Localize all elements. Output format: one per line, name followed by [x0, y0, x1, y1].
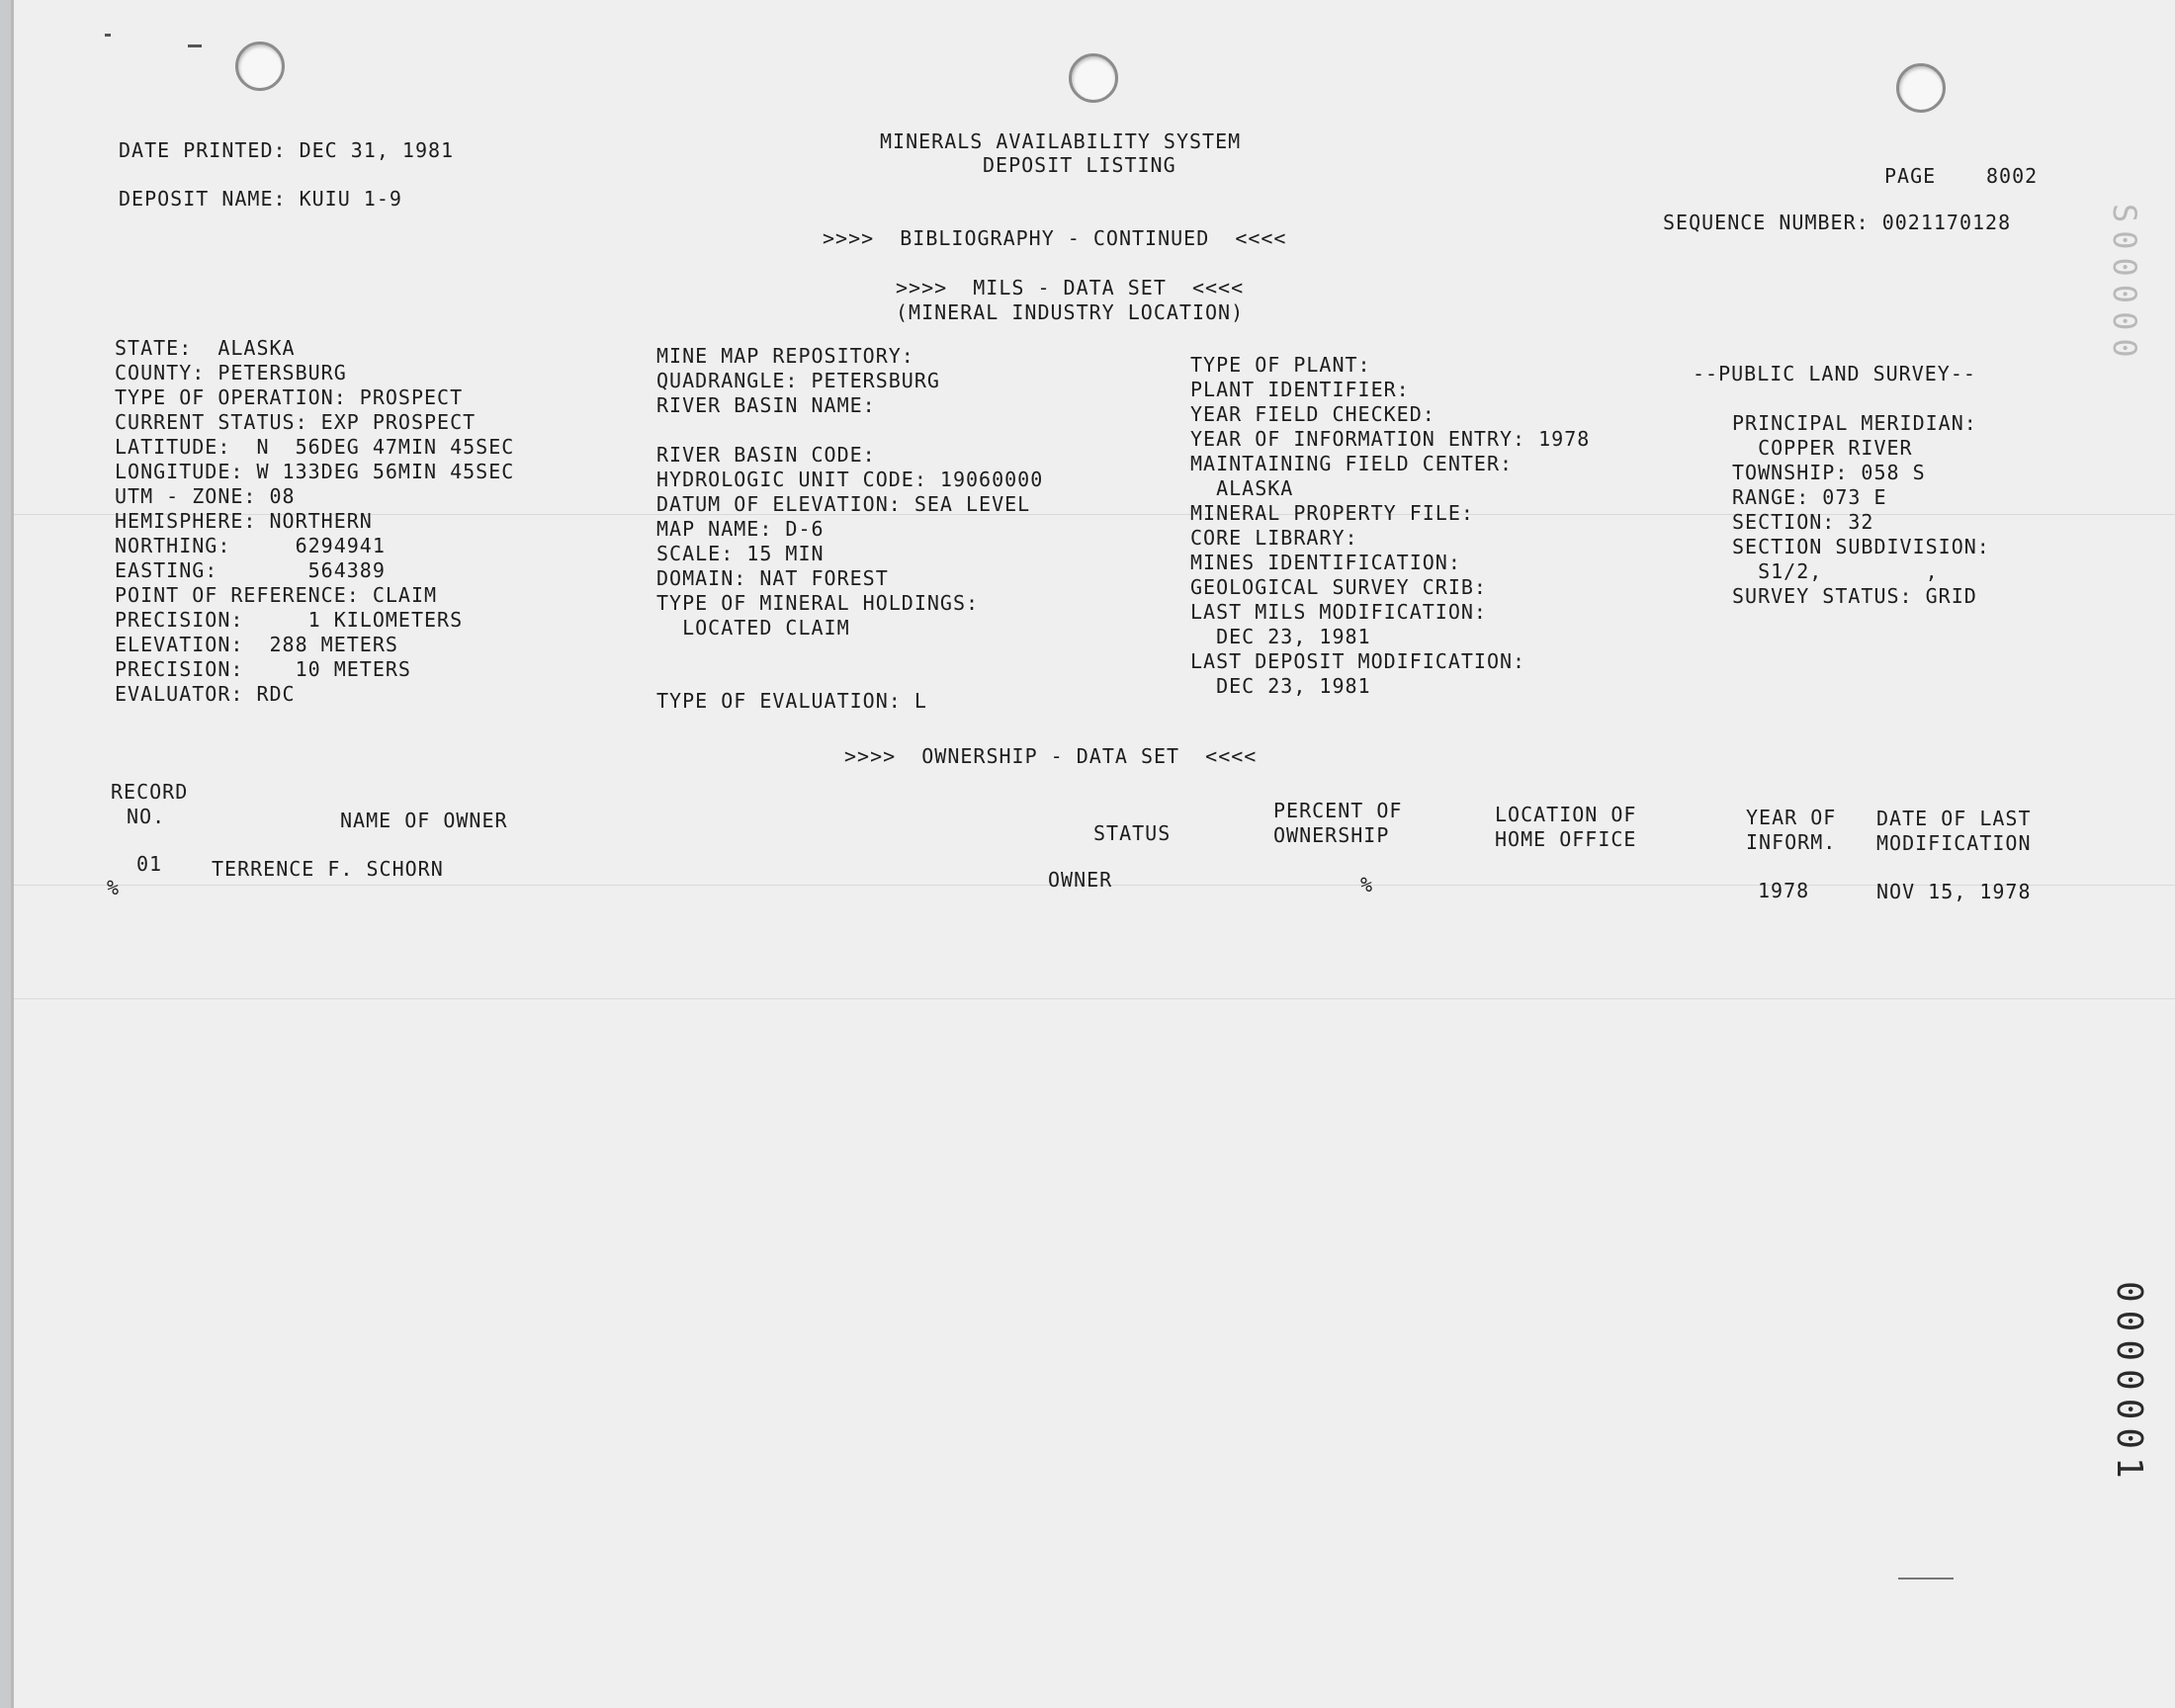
field-line: CORE LIBRARY:	[1190, 526, 1358, 550]
field-line: GEOLOGICAL SURVEY CRIB:	[1190, 575, 1487, 599]
header-percent-1: PERCENT OF	[1273, 799, 1403, 822]
row-percent: %	[1360, 873, 1374, 897]
row-percent-prefix: %	[107, 876, 121, 899]
mils-heading: >>>> MILS - DATA SET <<<<	[896, 276, 1245, 299]
field-line: PRINCIPAL MERIDIAN:	[1732, 411, 1977, 435]
field-line: LOCATED CLAIM	[656, 616, 850, 640]
stray-mark	[1898, 1578, 1954, 1580]
sequence-number: SEQUENCE NUMBER: 0021170128	[1663, 211, 2012, 234]
field-line: STATE: ALASKA	[115, 336, 296, 360]
punch-hole-right	[1896, 63, 1946, 113]
field-line: TYPE OF MINERAL HOLDINGS:	[656, 591, 980, 615]
ownership-heading: >>>> OWNERSHIP - DATA SET <<<<	[844, 744, 1258, 768]
row-year: 1978	[1758, 879, 1810, 902]
field-line: S1/2, ,	[1732, 559, 1939, 583]
header-no: NO.	[127, 805, 166, 828]
field-line: YEAR OF INFORMATION ENTRY: 1978	[1190, 427, 1591, 451]
field-line: ALASKA	[1190, 476, 1294, 500]
side-stamp-bottom: 0000001	[2109, 1281, 2149, 1487]
bibliography-heading: >>>> BIBLIOGRAPHY - CONTINUED <<<<	[823, 226, 1287, 250]
punch-hole-left	[235, 42, 285, 91]
type-of-evaluation: TYPE OF EVALUATION: L	[656, 689, 927, 713]
field-line: PRECISION: 10 METERS	[115, 657, 411, 681]
field-line: YEAR FIELD CHECKED:	[1190, 402, 1436, 426]
field-line: MINERAL PROPERTY FILE:	[1190, 501, 1474, 525]
row-status: OWNER	[1048, 868, 1113, 892]
header-year-2: INFORM.	[1746, 830, 1837, 854]
header-location-1: LOCATION OF	[1495, 803, 1637, 826]
page-label: PAGE	[1884, 164, 1937, 188]
field-line: LONGITUDE: W 133DEG 56MIN 45SEC	[115, 460, 515, 483]
field-line: DEC 23, 1981	[1190, 625, 1371, 648]
document-page	[14, 0, 2175, 1708]
field-line: TYPE OF PLANT:	[1190, 353, 1371, 377]
header-location-2: HOME OFFICE	[1495, 827, 1637, 851]
field-line: SECTION: 32	[1732, 510, 1874, 534]
field-line: RIVER BASIN CODE:	[656, 443, 876, 467]
field-line: DEC 23, 1981	[1190, 674, 1371, 698]
field-line: POINT OF REFERENCE: CLAIM	[115, 583, 438, 607]
field-line: LAST DEPOSIT MODIFICATION:	[1190, 649, 1526, 673]
deposit-name: DEPOSIT NAME: KUIU 1-9	[119, 187, 402, 211]
field-line: PLANT IDENTIFIER:	[1190, 378, 1410, 401]
field-line: QUADRANGLE: PETERSBURG	[656, 369, 940, 392]
field-line: EASTING: 564389	[115, 558, 386, 582]
field-line: ELEVATION: 288 METERS	[115, 633, 398, 656]
faint-rule	[14, 998, 2175, 999]
header-date-2: MODIFICATION	[1876, 831, 2032, 855]
field-line: COUNTY: PETERSBURG	[115, 361, 347, 384]
field-line: NORTHING: 6294941	[115, 534, 386, 557]
field-line: MINES IDENTIFICATION:	[1190, 551, 1461, 574]
field-line: HEMISPHERE: NORTHERN	[115, 509, 373, 533]
page-number: 8002	[1986, 164, 2039, 188]
field-line: MAINTAINING FIELD CENTER:	[1190, 452, 1514, 475]
field-line: RANGE: 073 E	[1732, 485, 1887, 509]
field-line: MINE MAP REPOSITORY:	[656, 344, 914, 368]
side-stamp-top: S00000	[2106, 204, 2143, 366]
field-line: HYDROLOGIC UNIT CODE: 19060000	[656, 468, 1044, 491]
stray-mark	[105, 34, 111, 37]
system-title: MINERALS AVAILABILITY SYSTEM	[880, 129, 1242, 153]
punch-hole-center	[1069, 53, 1118, 103]
field-line: UTM - ZONE: 08	[115, 484, 296, 508]
date-printed: DATE PRINTED: DEC 31, 1981	[119, 138, 455, 162]
mils-subheading: (MINERAL INDUSTRY LOCATION)	[896, 300, 1245, 324]
field-line: SURVEY STATUS: GRID	[1732, 584, 1977, 608]
header-year-1: YEAR OF	[1746, 806, 1837, 829]
field-line: SCALE: 15 MIN	[656, 542, 825, 565]
field-line: PRECISION: 1 KILOMETERS	[115, 608, 464, 632]
field-line: TOWNSHIP: 058 S	[1732, 461, 1926, 484]
header-date-1: DATE OF LAST	[1876, 807, 2032, 830]
field-line: TYPE OF OPERATION: PROSPECT	[115, 385, 464, 409]
public-land-survey-title: --PUBLIC LAND SURVEY--	[1693, 362, 1976, 385]
header-percent-2: OWNERSHIP	[1273, 823, 1390, 847]
field-line: SECTION SUBDIVISION:	[1732, 535, 1990, 558]
header-name: NAME OF OWNER	[340, 809, 508, 832]
header-status: STATUS	[1093, 821, 1172, 845]
field-line: CURRENT STATUS: EXP PROSPECT	[115, 410, 477, 434]
field-line: MAP NAME: D-6	[656, 517, 825, 541]
field-line: LAST MILS MODIFICATION:	[1190, 600, 1487, 624]
row-owner-name: TERRENCE F. SCHORN	[212, 857, 444, 881]
field-line: COPPER RIVER	[1732, 436, 1913, 460]
field-line: LATITUDE: N 56DEG 47MIN 45SEC	[115, 435, 515, 459]
field-line: DOMAIN: NAT FOREST	[656, 566, 889, 590]
header-record: RECORD	[111, 780, 189, 804]
row-date: NOV 15, 1978	[1876, 880, 2032, 903]
row-no: 01	[136, 852, 163, 876]
field-line: EVALUATOR: RDC	[115, 682, 296, 706]
field-line: RIVER BASIN NAME:	[656, 393, 876, 417]
listing-title: DEPOSIT LISTING	[983, 153, 1176, 177]
stray-mark	[188, 44, 202, 47]
field-line: DATUM OF ELEVATION: SEA LEVEL	[656, 492, 1031, 516]
